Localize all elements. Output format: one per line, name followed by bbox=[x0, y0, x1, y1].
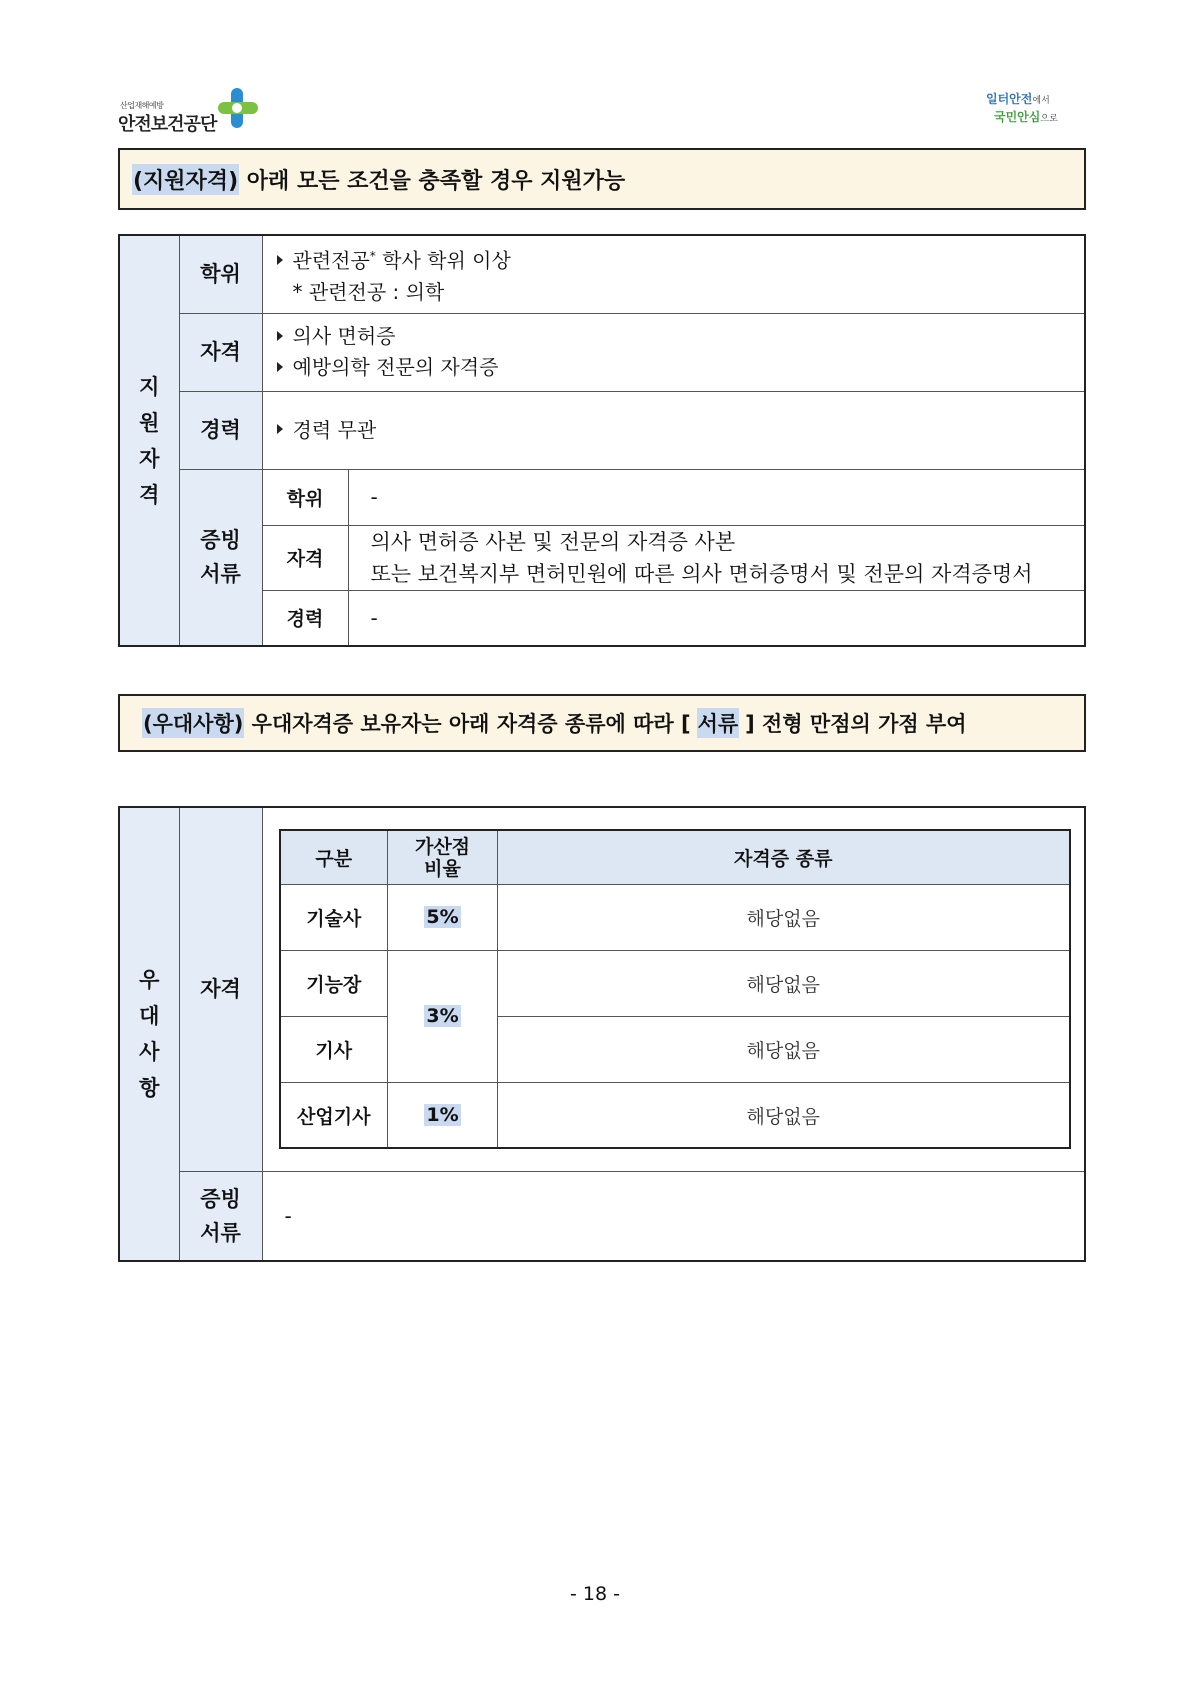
bonus-header-ratio-line: 비율 bbox=[424, 857, 461, 880]
docs-label-line: 서류 bbox=[200, 562, 241, 587]
bonus-ratio-value: 1% bbox=[426, 1104, 459, 1126]
side-char: 우 bbox=[139, 968, 160, 992]
bonus-category: 산업기사 bbox=[280, 1082, 388, 1148]
docs-career-value: - bbox=[348, 590, 1085, 646]
bonus-header-category: 구분 bbox=[280, 830, 388, 884]
docs-license-value bbox=[348, 525, 1085, 590]
bullet-triangle-icon bbox=[277, 362, 283, 372]
side-char: 격 bbox=[139, 482, 160, 507]
docs-degree-value: - bbox=[348, 469, 1085, 525]
slogan-line2: 국민안심 bbox=[994, 110, 1041, 124]
qualification-side-label bbox=[119, 235, 179, 646]
license-content bbox=[262, 313, 1085, 391]
slogan-line2-suffix: 으로 bbox=[1040, 114, 1058, 124]
preference-table bbox=[118, 806, 1086, 1262]
side-char: 원 bbox=[139, 410, 160, 435]
docs-label-line: 서류 bbox=[200, 1220, 241, 1245]
slogan-line1-suffix: 에서 bbox=[1032, 96, 1050, 106]
logo-subtitle: 산업재해예방 bbox=[120, 101, 164, 110]
bonus-header-ratio bbox=[388, 830, 498, 884]
preference-side-label bbox=[119, 807, 179, 1261]
career-label: 경력 bbox=[179, 391, 262, 469]
docs-label-line: 증빙 bbox=[200, 528, 241, 553]
preference-banner-text-1: 우대자격증 보유자는 아래 자격증 종류에 따라 [ bbox=[251, 712, 691, 736]
degree-label: 학위 bbox=[179, 235, 262, 313]
side-char: 대 bbox=[139, 1004, 160, 1028]
bonus-category: 기술사 bbox=[280, 884, 388, 950]
career-item: 경력 무관 bbox=[292, 417, 377, 442]
bonus-type: 해당없음 bbox=[498, 1016, 1070, 1082]
preference-license-label: 자격 bbox=[179, 807, 262, 1171]
bonus-ratio bbox=[388, 1082, 498, 1148]
preference-docs-label bbox=[179, 1171, 262, 1261]
bonus-ratio-value: 5% bbox=[426, 906, 459, 929]
bonus-category: 기능장 bbox=[280, 950, 388, 1016]
preference-banner-text-2: ] 전형 만점의 가점 부여 bbox=[745, 712, 967, 736]
cross-logo-icon bbox=[216, 86, 260, 130]
side-char: 사 bbox=[139, 1040, 160, 1064]
preference-tag: (우대사항) bbox=[142, 708, 244, 738]
degree-footnote-mark: * bbox=[369, 248, 376, 263]
docs-license-line: 또는 보건복지부 면허민원에 따른 의사 면허증명서 및 전문의 자격증명서 bbox=[370, 561, 1033, 586]
docs-career-label: 경력 bbox=[262, 590, 348, 646]
preference-license-cell bbox=[262, 807, 1085, 1171]
degree-content bbox=[262, 235, 1085, 313]
docs-degree-label: 학위 bbox=[262, 469, 348, 525]
logo-name: 안전보건공단 bbox=[118, 114, 217, 135]
bonus-header-ratio-line: 가산점 bbox=[414, 835, 471, 858]
preference-banner bbox=[118, 694, 1086, 752]
qualification-tag: (지원자격) bbox=[132, 164, 239, 195]
bonus-type: 해당없음 bbox=[498, 884, 1070, 950]
preference-docs-value: - bbox=[262, 1171, 1085, 1261]
license-item: 의사 면허증 bbox=[292, 324, 396, 348]
slogan-line1: 일터안전 bbox=[986, 92, 1033, 106]
docs-label-line: 증빙 bbox=[200, 1186, 241, 1211]
bonus-category: 기사 bbox=[280, 1016, 388, 1082]
docs-label bbox=[179, 469, 262, 646]
kosha-logo bbox=[118, 86, 278, 138]
bonus-type: 해당없음 bbox=[498, 950, 1070, 1016]
degree-footnote: * 관련전공 : 의학 bbox=[292, 279, 445, 304]
bonus-header-type: 자격증 종류 bbox=[498, 830, 1070, 884]
qualification-table bbox=[118, 234, 1086, 647]
bullet-triangle-icon bbox=[277, 331, 283, 341]
bullet-triangle-icon bbox=[277, 424, 283, 434]
bonus-ratio bbox=[388, 884, 498, 950]
bullet-triangle-icon bbox=[277, 255, 283, 265]
degree-req-rest: 학사 학위 이상 bbox=[375, 248, 511, 273]
license-label: 자격 bbox=[179, 313, 262, 391]
license-item: 예방의학 전문의 자격증 bbox=[292, 355, 499, 379]
qualification-banner-text: 아래 모든 조건을 충족할 경우 지원가능 bbox=[246, 168, 626, 194]
side-char: 지 bbox=[139, 374, 160, 399]
bonus-ratio bbox=[388, 950, 498, 1082]
bonus-table bbox=[279, 829, 1071, 1149]
side-char: 자 bbox=[139, 446, 160, 471]
bonus-type: 해당없음 bbox=[498, 1082, 1070, 1148]
degree-req: 관련전공 bbox=[292, 248, 370, 273]
page-number: - 18 - bbox=[570, 1583, 620, 1605]
docs-license-line: 의사 면허증 사본 및 전문의 자격증 사본 bbox=[370, 529, 736, 554]
side-char: 항 bbox=[139, 1076, 160, 1100]
slogan-logo bbox=[980, 88, 1090, 140]
career-content bbox=[262, 391, 1085, 469]
qualification-banner bbox=[118, 148, 1086, 210]
bonus-ratio-value: 3% bbox=[426, 1005, 459, 1028]
preference-banner-highlight: 서류 bbox=[697, 708, 740, 738]
docs-license-label: 자격 bbox=[262, 525, 348, 590]
